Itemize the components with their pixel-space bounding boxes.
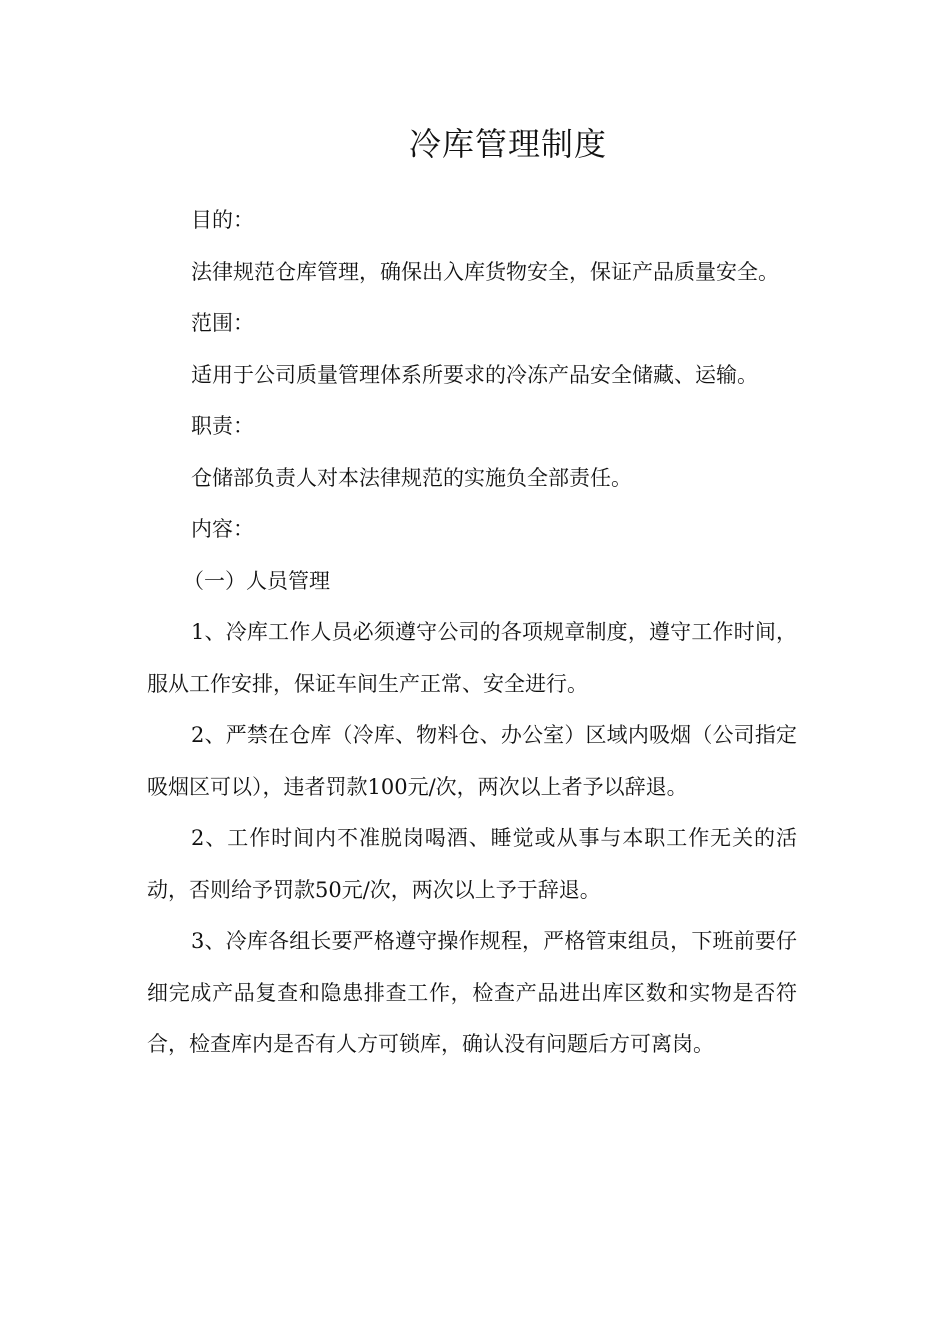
purpose-text: 法律规范仓库管理，确保出入库货物安全，保证产品质量安全。 xyxy=(191,259,779,284)
section-heading-content: 内容： xyxy=(191,517,254,541)
rule-item: 2、严禁在仓库（冷库、物料仓、办公室）区域内吸烟（公司指定吸烟区可以），违者罚款100元/次，两次以上者予以辞退。 xyxy=(147,723,797,799)
scope-text: 适用于公司质量管理体系所要求的冷冻产品安全储藏、运输。 xyxy=(191,362,758,387)
document-title: 冷库管理制度 xyxy=(408,125,607,163)
rule-item: 1、冷库工作人员必须遵守公司的各项规章制度，遵守工作时间，服从工作安排，保证车间生产正常、安全进行。 xyxy=(147,620,797,696)
responsibility-text: 仓储部负责人对本法律规范的实施负全部责任。 xyxy=(191,465,632,490)
section-heading-responsibility: 职责： xyxy=(191,414,254,438)
rule-item: 3、冷库各组长要严格遵守操作规程，严格管束组员，下班前要仔细完成产品复查和隐患排查工作，检查产品进出库区数和实物是否符合，检查库内是否有人方可锁库，确认没有问题后方可离岗。 xyxy=(147,929,797,1056)
document-body xyxy=(147,195,797,1071)
subsection-heading-personnel: （一）人员管理 xyxy=(183,568,330,593)
rule-item: 2、工作时间内不准脱岗喝酒、睡觉或从事与本职工作无关的活动，否则给予罚款50元/次，两次以上予于辞退。 xyxy=(147,826,797,902)
section-heading-scope: 范围： xyxy=(191,311,254,335)
section-heading-purpose: 目的： xyxy=(191,208,254,232)
